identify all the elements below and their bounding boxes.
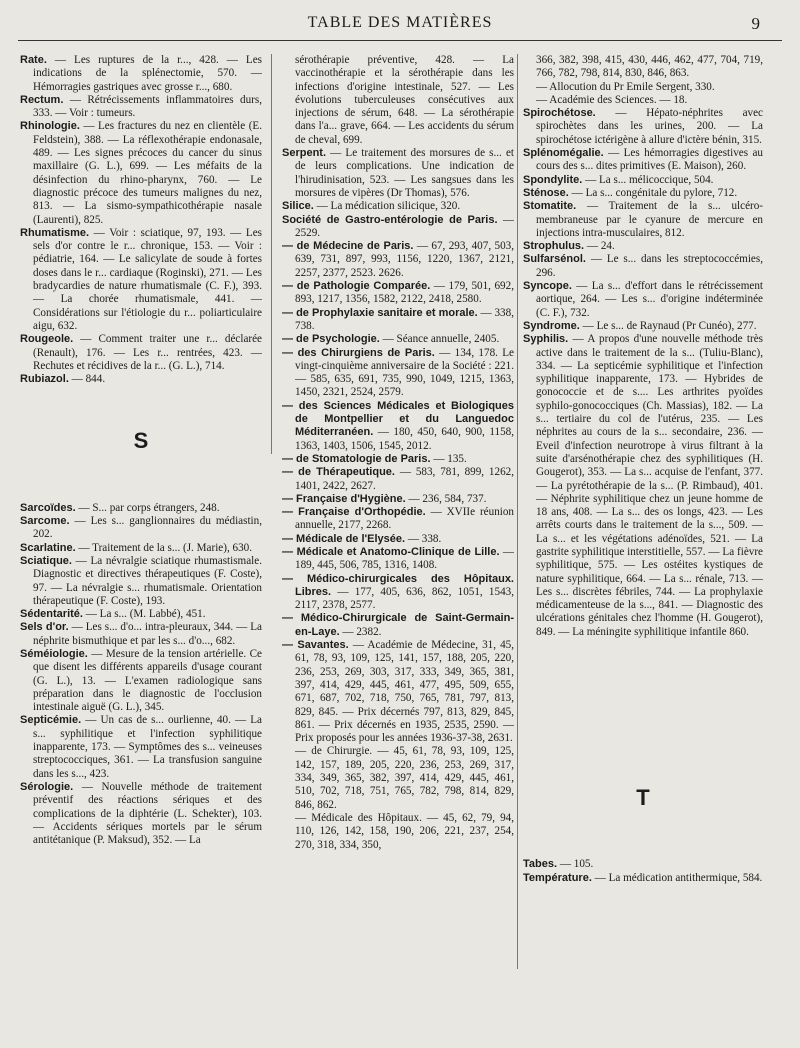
index-text: — S... par corps étrangers, 248. (75, 501, 220, 514)
index-entry (282, 307, 514, 334)
index-term: — Savantes. (282, 639, 349, 652)
index-text: — Nouvelle méthode de traitement préventif des réactions sériques et des complications de la diphtérie (L. Schekter), 103. — Accidents sériques mortels par le sérum antitétanique (P. Maksud), 352. — La (33, 780, 262, 847)
index-text: — Un cas de s... ourlienne, 40. — La s... syphilitique et l'infection syphilitique inapparente, 173. — Symptômes des s... veineuses streptococciques, 361. — La transfusion sanguine dans les s..., 423. (33, 714, 262, 780)
index-text: — A propos d'une nouvelle méthode très active dans le traitement de la s... (Tuliu-Blanc), 334. — La septicémie syphilitique et l'infection syphilitique inapparente, 173. — Hybrides de gonococcie et de s.... Les arthrites pyoïdes syphilo-gonococciques (Ch. Massias), 182. — La s... tertiaire du col de l'utérus, 235. — Les néphrites au cours de la s... secondaire, 236. — Eveil d'infection neurotrope à virus filtrant à la suite d'arsénothérapie chez des syphilitiques (H. Gougerot), 353. — La s... acquise de l'enfant, 377. — La pyrétothérapie de la s... (P. Rimbaud), 401. — Néphrite syphilitique chez un jeune homme de 18 ans, 408. — La s... des os longs, 423. — Les arrêts courts dans le traitement de la s..., 509. — La s... et les végétations adénoïdes, 521. — La gastrite syphilitique interstitielle, 557. — La fièvre syphilitique, 575. — Les ostéites kystiques de nature syphilitique, 664. — La s... rénale, 713. — Les s... discrètes fébriles, 744. — La prophylaxie médicamenteuse de la s..., 841. — Diagnostic des ulcérations génitales chez l'homme (H. Gougerot), 849. — La méningite syphilitique infantile 860. (536, 333, 763, 638)
index-text: — 24. (584, 240, 615, 253)
index-term: Strophulus. (523, 240, 585, 253)
index-entry (282, 745, 514, 811)
header-rule (18, 40, 782, 41)
index-term: Société de Gastro-entérologie de Paris. (282, 213, 498, 226)
index-term: Sténose. (523, 186, 569, 199)
index-term: Température. (523, 871, 592, 884)
index-text: — Comment traiter une r... déclarée (Renault), 176. — Les r... rentrées, 423. — Rechutes et récidives de la r... (G. L.), 714. (33, 333, 262, 372)
index-term: Stomatite. (523, 200, 577, 213)
index-entry (282, 533, 514, 546)
index-term: Sciatique. (20, 554, 72, 567)
index-term: — de Pathologie Comparée. (282, 280, 431, 293)
index-entry (20, 120, 262, 226)
index-entry (282, 453, 514, 466)
index-text: — 844. (68, 373, 106, 386)
index-term: Septicémie. (20, 714, 82, 727)
index-entry (523, 253, 763, 280)
index-text: — 583, 781, 899, 1262, 1401, 2422, 2627. (295, 466, 514, 492)
index-entry (523, 94, 763, 107)
index-text: — de Chirurgie. — 45, 61, 78, 93, 109, 125, 142, 157, 189, 205, 220, 236, 253, 269, 317, 334, 349, 365, 382, 397, 414, 429, 445, 461, 510, 702, 718, 751, 765, 782, 798, 814, 829, 846, 862. (295, 745, 514, 811)
index-entry (282, 280, 514, 307)
index-term: Syndrome. (523, 319, 580, 332)
index-entry (523, 174, 763, 187)
index-term: — Médico-Chirurgicale de Saint-Germain-en-Laye. (282, 612, 514, 638)
index-entry (282, 612, 514, 639)
index-text: — Les s... ganglionnaires du médiastin, 202. (33, 515, 262, 541)
index-term: Rhumatisme. (20, 226, 90, 239)
index-text: — 338. (405, 532, 442, 545)
index-entry (20, 373, 262, 386)
index-entry (20, 714, 262, 780)
index-entry (523, 280, 763, 320)
column-divider-2 (517, 54, 518, 969)
page-header (18, 10, 782, 40)
running-title: TABLE DES MATIÈRES (307, 14, 493, 31)
index-text: — Le traitement des morsures de s... et de leurs complications. Une indication de l'hirudinisation, 523. — Les sangsues dans les morsures de vipères (Dr Thomas), 576. (295, 147, 514, 199)
index-term: — Médico-chirurgicales des Hôpitaux. Libres. (282, 572, 514, 598)
index-text: — 105. (557, 858, 594, 871)
index-term: — de Thérapeutique. (282, 466, 395, 479)
index-text: — 2529. (295, 213, 514, 239)
index-entry (20, 608, 262, 621)
index-column-1 (20, 54, 262, 1014)
entries-societe (282, 54, 514, 852)
index-entry (523, 333, 763, 639)
index-text: — La s... mélicoccique, 504. (582, 173, 714, 186)
index-term: Séméiologie. (20, 647, 88, 660)
index-term: Syphilis. (523, 333, 569, 346)
index-entry (523, 81, 763, 94)
index-entry (282, 333, 514, 346)
index-entry (523, 872, 763, 885)
index-text: — 67, 293, 407, 503, 639, 731, 897, 993, 1156, 1220, 1367, 2121, 2257, 2377, 2523. 2626. (295, 240, 514, 279)
index-term: — Française d'Orthopédie. (282, 506, 426, 519)
index-text: — Académie des Sciences. — 18. (536, 93, 688, 106)
index-term: Silice. (282, 200, 314, 213)
index-entry (20, 94, 262, 121)
index-term: Sérologie. (20, 780, 74, 793)
index-term: Rhinologie. (20, 120, 80, 133)
index-text: — 134, 178. Le vingt-cinquième anniversaire de la Société : 221. — 585, 635, 691, 735, 990, 1049, 1215, 1363, 1450, 2321, 2524, 2579. (295, 346, 514, 399)
index-entry (282, 506, 514, 533)
index-text: — 179, 501, 692, 893, 1217, 1356, 1582, 2122, 2418, 2580. (295, 280, 514, 306)
index-term: — de Prophylaxie sanitaire et morale. (282, 306, 478, 319)
index-text: — Séance annuelle, 2405. (379, 333, 500, 346)
index-term: — des Chirurgiens de Paris. (282, 346, 435, 359)
index-entry (523, 107, 763, 147)
section-letter-s: S (133, 428, 149, 454)
index-entry (20, 515, 262, 542)
entries-s (20, 502, 262, 848)
index-term: Rougeole. (20, 333, 74, 346)
index-term: Rate. (20, 54, 47, 66)
index-text: — Traitement de la s... ulcéro-membraneuse par le cyanure de mercure en injections intra-musculaires, 812. (536, 200, 763, 239)
index-text: — Les hémorragies digestives au cours des s... dites primitives (E. Maison), 260. (536, 147, 763, 173)
index-entry (282, 240, 514, 280)
index-entry (523, 54, 763, 81)
index-entry (523, 320, 763, 333)
index-term: Sulfarsénol. (523, 253, 586, 266)
page-number: 9 (751, 14, 760, 33)
index-text: — 177, 405, 636, 862, 1051, 1543, 2117, 2378, 2577. (295, 585, 514, 612)
index-text: — Mesure de la tension artérielle. Ce que disent les différents appareils d'usage courant (G. L.), 13. — L'examen radiologique sans préparation dans le diagnostic de l'occlusion intestinale aiguë (G. L.), 345. (33, 647, 262, 714)
index-term: Rubiazol. (20, 373, 69, 386)
index-entry (20, 648, 262, 714)
index-entry (20, 621, 262, 648)
index-term: Sels d'or. (20, 621, 69, 634)
index-term: Sarcoïdes. (20, 501, 76, 514)
index-entry (20, 54, 262, 94)
index-text: — Traitement de la s... (J. Marie), 630. (75, 541, 253, 554)
index-term: Sarcome. (20, 515, 70, 528)
index-entry (282, 546, 514, 573)
index-entry (523, 187, 763, 200)
index-entry (282, 54, 514, 147)
index-text: — La s... (M. Labbé), 451. (82, 608, 206, 621)
index-entry (282, 347, 514, 400)
index-column-3 (523, 54, 763, 1014)
index-text: — Allocution du Pr Emile Sergent, 330. (536, 80, 715, 93)
index-text: — 236, 584, 737. (405, 492, 487, 505)
index-text: — Académie de Médecine, 31, 45, 61, 78, 93, 109, 125, 141, 157, 188, 205, 220, 236, 253, 269, 303, 317, 333, 349, 365, 381, 397, 414, 429, 445, 461, 477, 495, 509, 655, 671, 687, 702, 718, 750, 765, 781, 797, 813, 829, 845. — Prix décernés 797, 813, 829, 845, 861. — Prix décernés en 1935, 2535, 2590. — Prix proposés pour les années 1936-37-38, 2631. (295, 639, 514, 745)
entries-t (523, 858, 763, 885)
index-text: — Les fractures du nez en clientèle (E. Feldstein), 388. — La réflexothérapie endonasale, 489. — Les signes précoces du cancer du sinus maxillaire (G. L.), 699. — Les méfaits de la désinfection du rhino-pharynx, 760. — Le diagnostic précoce des tumeurs malignes du nez, 813. — La sismo-sympathicothérapie nasale (Laurenti), 825. (33, 120, 262, 226)
index-text: — 135. (430, 452, 467, 465)
index-entry (282, 639, 514, 745)
index-entry (282, 147, 514, 200)
index-entry (20, 781, 262, 847)
index-entry (20, 502, 262, 515)
section-letter-t: T (636, 785, 650, 811)
index-term: Spirochétose. (523, 107, 596, 120)
index-entry (20, 333, 262, 373)
index-text: — La médication antithermique, 584. (591, 871, 763, 884)
index-text: — La névralgie sciatique rhumastismale. Diagnostic et directives thérapeutiques (F. Coste), 97. — La névralgie s... rhumatismale. Orientation thérapeutique (F. Coste), 193. (33, 554, 262, 607)
index-text: — Voir : sciatique, 97, 193. — Les sels d'or contre le r... chronique, 153. — Voir : pédiatrie, 164. — Le salicylate de soude à fortes doses dans le r... cardiaque (Roginski), 271. — Les bradycardies de nature rhumatismale (C. F.), 393. — La chorée rhumatismale, 441. — Considérations sur l'étiologie du r... poliarticulaire aigu, 632. (33, 226, 262, 332)
index-entry (282, 400, 514, 453)
index-entry (20, 227, 262, 333)
index-text: — Rétrécissements inflammatoires durs, 333. — Voir : tumeurs. (33, 93, 262, 120)
entries-s-continued (523, 54, 763, 639)
index-text: — 180, 450, 640, 900, 1158, 1363, 1403, 1506, 1545, 2012. (295, 426, 514, 452)
index-entry (523, 240, 763, 253)
index-entry (282, 214, 514, 241)
index-text: — 189, 445, 506, 785, 1316, 1408. (295, 545, 514, 572)
index-text: — Les ruptures de la r..., 428. — Les indications de la splénectomie, 570. — Hémorragies gastriques avec grosse r..., 680. (33, 54, 262, 93)
index-term: Splénomégalie. (523, 147, 604, 160)
index-term: — Française d'Hygiène. (282, 492, 406, 505)
index-text: — Hépato-néphrites avec spirochètes dans les urines, 200. — La spirochétose ictérigène à allure d'ictère bénin, 315. (536, 107, 763, 146)
index-term: Rectum. (20, 93, 64, 106)
index-text: — 2382. (339, 625, 382, 638)
index-entry (282, 200, 514, 213)
index-term: — de Médecine de Paris. (282, 240, 414, 253)
index-entry (282, 573, 514, 613)
index-text: — La médication silicique, 320. (313, 200, 461, 213)
index-text: — XVIIe réunion annuelle, 2177, 2268. (295, 506, 514, 532)
index-column-2 (282, 54, 514, 1014)
index-text: 366, 382, 398, 415, 430, 446, 462, 477, 704, 719, 766, 782, 798, 814, 830, 846, 863. (536, 54, 763, 80)
index-entry (20, 542, 262, 555)
index-text: — Les s... d'o... intra-pleuraux, 344. — La néphrite bismuthique et par les s... d'o..., 682. (33, 621, 262, 647)
index-term: — de Stomatologie de Paris. (282, 452, 431, 465)
index-text: sérothérapie préventive, 428. — La vaccinothérapie et la sérothérapie dans les infections d'origine intestinale, 527. — Les évolutions tuberculeuses consécutives aux injections de sérum, 648. — La sérothérapie dans l'a... grave, 664. — Les accidents du sérum de cheval, 699. (295, 54, 514, 146)
index-term: Sédentarité. (20, 608, 83, 621)
index-entry (282, 812, 514, 852)
index-entry (523, 200, 763, 240)
column-divider-1 (271, 54, 272, 454)
index-term: — de Psychologie. (282, 333, 380, 346)
index-term: — des Sciences Médicales et Biologiques de Montpellier et du Languedoc Méditerranéen. (282, 399, 514, 439)
index-text: — Le s... dans les streptococcémies, 296. (536, 253, 763, 279)
index-term: Scarlatine. (20, 541, 76, 554)
index-term: — Médicale de l'Elysée. (282, 532, 406, 545)
index-term: — Médicale et Anatomo-Clinique de Lille. (282, 545, 500, 558)
index-entry (523, 147, 763, 174)
index-entry (20, 555, 262, 608)
index-text: — La s... d'effort dans le rétrécissement aortique, 264. — Les s... d'origine indéterminée (C. F.), 732. (536, 280, 763, 319)
index-text: — Médicale des Hôpitaux. — 45, 62, 79, 94, 110, 126, 142, 158, 190, 206, 221, 237, 254, 270, 318, 334, 350, (295, 811, 514, 851)
index-entry (282, 466, 514, 493)
index-entry (282, 493, 514, 506)
index-text: — 338, 738. (295, 306, 514, 332)
index-text: — La s... congénitale du pylore, 712. (568, 186, 738, 199)
entries-r (20, 54, 262, 386)
index-text: — Le s... de Raynaud (Pr Cunéo), 277. (579, 319, 757, 332)
index-term: Syncope. (523, 280, 572, 293)
index-entry (523, 858, 763, 871)
blank-space (523, 639, 763, 791)
index-term: Tabes. (523, 858, 558, 871)
index-term: Serpent. (282, 147, 327, 160)
index-term: Spondylite. (523, 173, 583, 186)
